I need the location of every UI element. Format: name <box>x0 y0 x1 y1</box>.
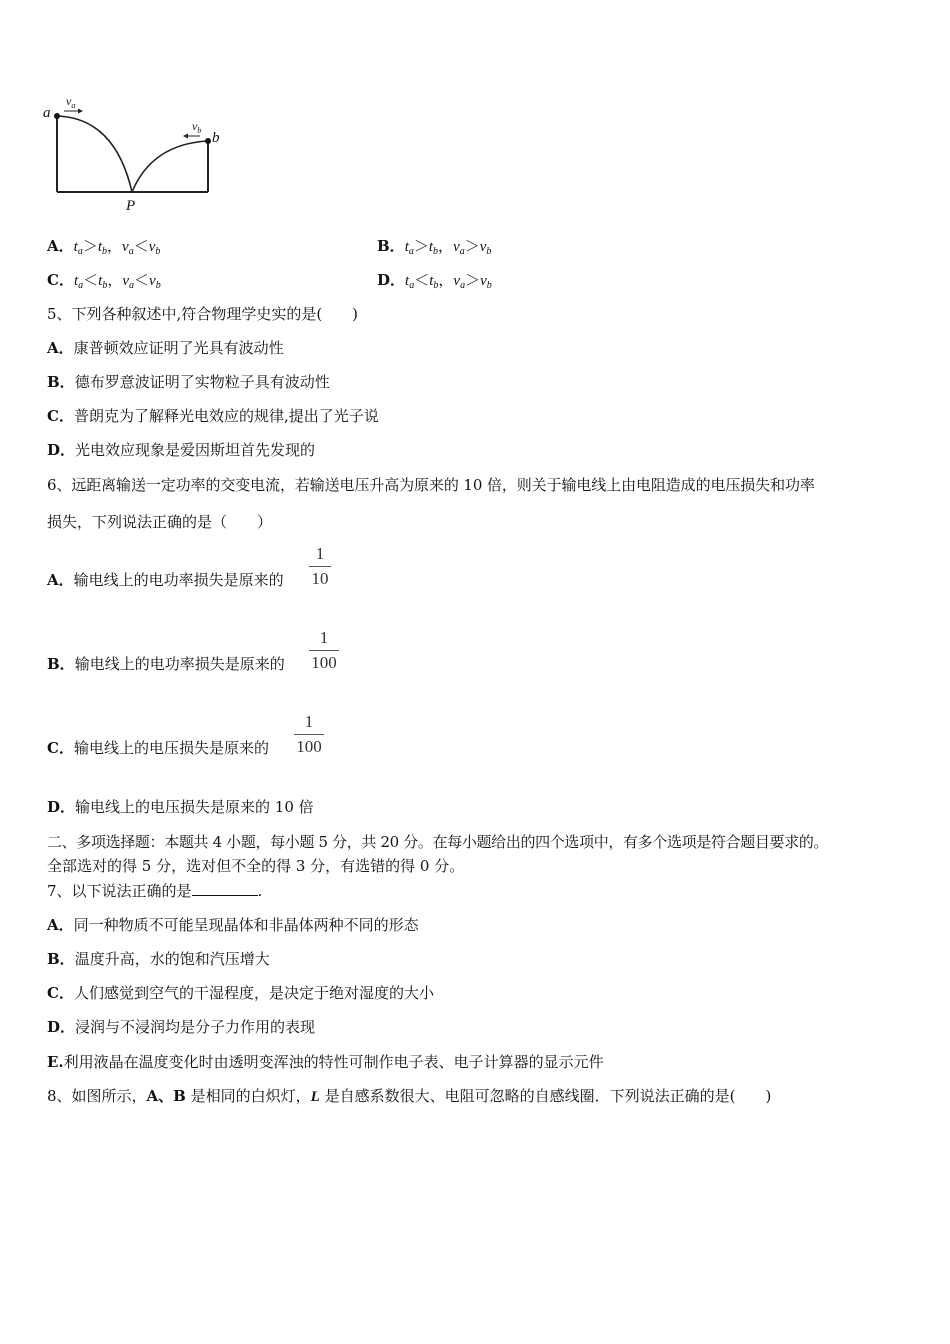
projectile-figure <box>40 94 230 220</box>
q5-option-b[interactable]: B．德布罗意波证明了实物粒子具有波动性 <box>47 373 330 391</box>
q6-option-c-fraction: 1 100 <box>294 712 324 757</box>
arrow-right-icon <box>78 109 83 114</box>
q4-option-a[interactable]: A．$t_a>t_b$，$v_a<v_b$ <box>47 237 161 257</box>
q5-option-c[interactable]: C．普朗克为了解释光电效应的规律,提出了光子说 <box>47 407 379 425</box>
q4-option-d[interactable]: D．$t_a<t_b$，$v_a>v_b$ <box>377 271 492 291</box>
answer-blank[interactable] <box>192 881 258 896</box>
label-b: b <box>212 130 220 146</box>
q7-option-e[interactable]: E.利用液晶在温度变化时由透明变浑浊的特性可制作电子表、电子计算器的显示元件 <box>47 1053 604 1071</box>
q7-stem: 7、以下说法正确的是 . <box>47 882 263 900</box>
q4-option-b[interactable]: B．$t_a>t_b$，$v_a>v_b$ <box>377 237 492 257</box>
arrow-left-icon <box>183 134 188 139</box>
q7-option-d[interactable]: D．浸润与不浸润均是分子力作用的表现 <box>47 1018 316 1036</box>
q8-stem: 8、如图所示，A、B 是相同的白炽灯，L 是自感系数很大、电阻可忽略的自感线圈．下列说法正确的是( ) <box>47 1087 772 1105</box>
point-b-dot <box>205 138 211 144</box>
q6-stem-line1: 6、远距离输送一定功率的交变电流，若输送电压升高为原来的 10 倍，则关于输电线上由电阻造成的电压损失和功率 <box>47 476 815 494</box>
q5-stem: 5、下列各种叙述中,符合物理学史实的是( ) <box>47 305 359 323</box>
section2-instructions-line2: 全部选对的得 5 分，选对但不全的得 3 分，有选错的得 0 分。 <box>47 857 465 875</box>
q6-option-b-fraction: 1 100 <box>309 628 339 673</box>
label-vb: $v_b$ <box>192 119 202 135</box>
q5-option-a[interactable]: A．康普顿效应证明了光具有波动性 <box>47 339 284 357</box>
label-a: a <box>43 105 51 121</box>
label-va: $v_a$ <box>66 94 76 110</box>
q7-option-b[interactable]: B．温度升高，水的饱和汽压增大 <box>47 950 270 968</box>
q4-option-c[interactable]: C．$t_a<t_b$，$v_a<v_b$ <box>47 271 161 291</box>
q6-stem-line2: 损失，下列说法正确的是（ ） <box>47 513 273 531</box>
q6-option-b[interactable]: B．输电线上的电功率损失是原来的 <box>47 655 285 673</box>
q5-option-d[interactable]: D．光电效应现象是爱因斯坦首先发现的 <box>47 441 316 459</box>
label-p: P <box>126 198 136 214</box>
point-a-dot <box>54 113 60 119</box>
q6-option-a-fraction: 1 10 <box>309 544 331 589</box>
q7-option-a[interactable]: A．同一种物质不可能呈现晶体和非晶体两种不同的形态 <box>47 916 419 934</box>
q6-option-d[interactable]: D．输电线上的电压损失是原来的 10 倍 <box>47 798 314 816</box>
section2-instructions-line1: 二、多项选择题：本题共 4 小题，每小题 5 分，共 20 分。在每小题给出的四个选项中，有多个选项是符合题目要求的。 <box>47 833 829 851</box>
q6-option-c[interactable]: C．输电线上的电压损失是原来的 <box>47 739 269 757</box>
q6-option-a[interactable]: A．输电线上的电功率损失是原来的 <box>47 571 284 589</box>
q7-option-c[interactable]: C．人们感觉到空气的干湿程度，是决定于绝对湿度的大小 <box>47 984 434 1002</box>
